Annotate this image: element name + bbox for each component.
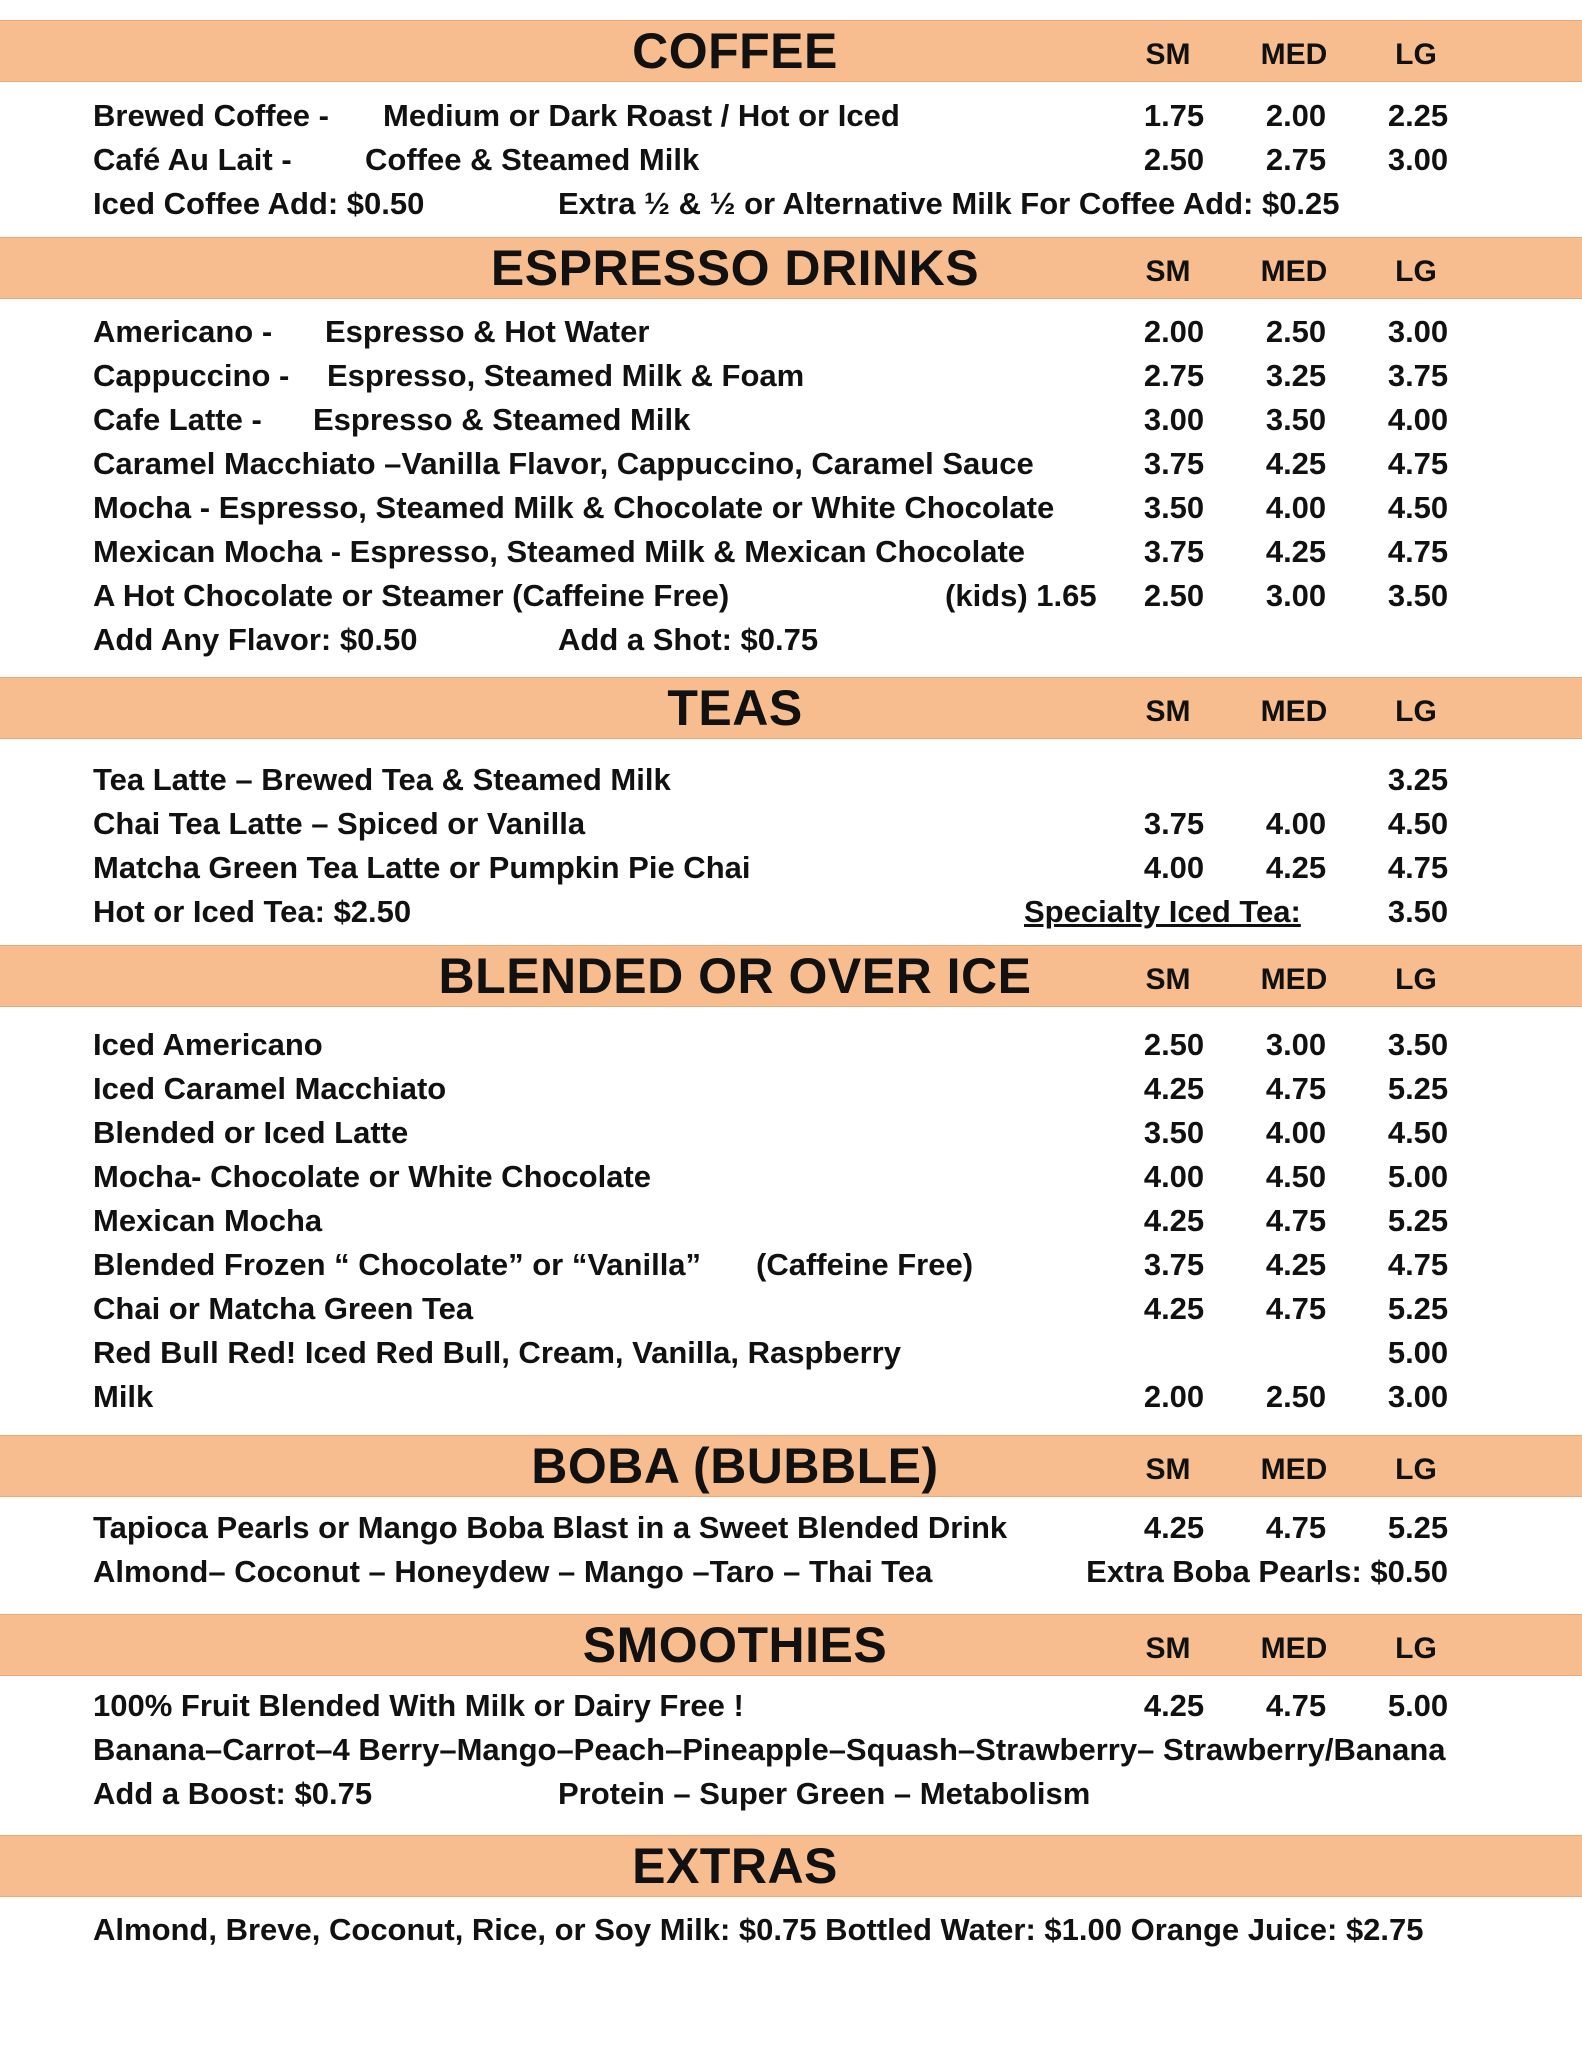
add-on-note: Protein – Super Green – Metabolism: [558, 1776, 1091, 1811]
item-description: Medium or Dark Roast / Hot or Iced: [383, 98, 900, 133]
price-sm: 4.00: [1143, 850, 1205, 885]
menu-item-blended-mexican-mocha: [0, 1201, 1582, 1241]
item-name: Iced Caramel Macchiato: [93, 1071, 447, 1106]
price-med: 4.75: [1265, 1071, 1327, 1106]
section-header-blended: [0, 945, 1582, 1007]
boba-flavors: [0, 1552, 1582, 1592]
price-sm: 3.75: [1143, 806, 1205, 841]
add-on-note: Iced Coffee Add: $0.50: [93, 186, 425, 221]
price-med: 4.25: [1265, 534, 1327, 569]
item-name: Chai or Matcha Green Tea: [93, 1291, 474, 1326]
menu-item-chai-tea-latte: [0, 804, 1582, 844]
price-sm: 1.75: [1143, 98, 1205, 133]
price-sm: 4.25: [1143, 1688, 1205, 1723]
price-sm: 4.25: [1143, 1071, 1205, 1106]
size-header-lg: LG: [1395, 38, 1437, 71]
add-on-note: Add a Shot: $0.75: [558, 622, 819, 657]
price-lg: 2.25: [1387, 98, 1449, 133]
section-header-coffee: [0, 20, 1582, 82]
kids-price: (kids) 1.65: [945, 578, 1097, 613]
price-lg: 5.25: [1387, 1203, 1449, 1238]
section-title: TEAS: [667, 680, 803, 736]
item-name: 100% Fruit Blended With Milk or Dairy Free !: [93, 1688, 744, 1723]
price-sm: 3.75: [1143, 1247, 1205, 1282]
price-lg: 5.00: [1387, 1335, 1449, 1370]
item-name: Café Au Lait -: [93, 142, 292, 177]
menu-item-fruit-smoothie: [0, 1686, 1582, 1726]
price-med: 3.25: [1265, 358, 1327, 393]
menu-item-red-bull-red: [0, 1333, 1582, 1373]
size-header-lg: LG: [1395, 695, 1437, 728]
price-lg: 3.75: [1387, 358, 1449, 393]
specialty-iced-tea-label: Specialty Iced Tea:: [1024, 894, 1301, 929]
menu-item-chai-matcha-blended: [0, 1289, 1582, 1329]
section-title: SMOOTHIES: [582, 1617, 888, 1673]
item-description: Espresso, Steamed Milk & Foam: [327, 358, 805, 393]
item-name: Milk: [93, 1379, 154, 1414]
section-header-boba: [0, 1435, 1582, 1497]
price-sm: 2.00: [1143, 314, 1205, 349]
size-header-sm: SM: [1145, 695, 1191, 728]
menu-item-mexican-mocha: [0, 532, 1582, 572]
size-header-lg: LG: [1395, 1453, 1437, 1486]
price-med: 4.75: [1265, 1510, 1327, 1545]
price-lg: 3.50: [1387, 578, 1449, 613]
price-sm: 4.00: [1143, 1159, 1205, 1194]
price-lg: 3.00: [1387, 1379, 1449, 1414]
size-header-med: MED: [1260, 255, 1328, 288]
price-lg: 4.75: [1387, 534, 1449, 569]
price-sm: 4.25: [1143, 1510, 1205, 1545]
item-description: Espresso & Steamed Milk: [313, 402, 691, 437]
price-lg: 4.00: [1387, 402, 1449, 437]
price-lg: 4.75: [1387, 1247, 1449, 1282]
price-lg: 4.50: [1387, 1115, 1449, 1150]
menu-item-milk: [0, 1377, 1582, 1417]
item-name: Mocha- Chocolate or White Chocolate: [93, 1159, 652, 1194]
size-header-med: MED: [1260, 695, 1328, 728]
flavor-list: Banana–Carrot–4 Berry–Mango–Peach–Pineapple–Squash–Strawberry– Strawberry/Banana: [93, 1732, 1446, 1767]
price-med: 4.25: [1265, 446, 1327, 481]
size-header-sm: SM: [1145, 38, 1191, 71]
price-med: 4.25: [1265, 1247, 1327, 1282]
price-lg: 4.75: [1387, 850, 1449, 885]
size-header-lg: LG: [1395, 1632, 1437, 1665]
item-name: Chai Tea Latte – Spiced or Vanilla: [93, 806, 586, 841]
item-name: Caramel Macchiato –Vanilla Flavor, Cappuccino, Caramel Sauce: [93, 446, 1034, 481]
menu-item-americano: [0, 312, 1582, 352]
add-on-note: Extra ½ & ½ or Alternative Milk For Coffee Add: $0.25: [558, 186, 1340, 221]
price-med: 2.00: [1265, 98, 1327, 133]
price-sm: 4.25: [1143, 1291, 1205, 1326]
extras-list: Almond, Breve, Coconut, Rice, or Soy Milk: $0.75 Bottled Water: $1.00 Orange Juice: $2.75: [93, 1912, 1424, 1947]
item-name: Blended or Iced Latte: [93, 1115, 409, 1150]
price-med: 3.00: [1265, 578, 1327, 613]
menu-item-cafe-latte: [0, 400, 1582, 440]
section-title: ESPRESSO DRINKS: [490, 240, 980, 296]
menu-item-hot-chocolate: [0, 576, 1582, 616]
price-med: 3.00: [1265, 1027, 1327, 1062]
size-header-sm: SM: [1145, 963, 1191, 996]
extras-line: [0, 1910, 1582, 1950]
price-med: 4.75: [1265, 1203, 1327, 1238]
size-header-med: MED: [1260, 1632, 1328, 1665]
price-med: 4.00: [1265, 806, 1327, 841]
menu-item-tapioca-boba: [0, 1508, 1582, 1548]
size-header-sm: SM: [1145, 255, 1191, 288]
menu-item-blended-latte: [0, 1113, 1582, 1153]
coffee-add-ons: [0, 184, 1582, 224]
item-name: Red Bull Red! Iced Red Bull, Cream, Vanilla, Raspberry: [93, 1335, 901, 1370]
menu-item-mocha: [0, 488, 1582, 528]
size-header-med: MED: [1260, 38, 1328, 71]
price-med: 4.00: [1265, 1115, 1327, 1150]
section-header-extras: [0, 1835, 1582, 1897]
smoothie-flavors: [0, 1730, 1582, 1770]
item-name: Mexican Mocha - Espresso, Steamed Milk & Mexican Chocolate: [93, 534, 1026, 569]
price-lg: 5.00: [1387, 1159, 1449, 1194]
price-sm: 3.50: [1143, 490, 1205, 525]
price-med: 4.50: [1265, 1159, 1327, 1194]
menu-item-brewed-coffee: [0, 96, 1582, 136]
item-note: (Caffeine Free): [756, 1247, 974, 1282]
size-header-med: MED: [1260, 1453, 1328, 1486]
price-sm: 3.75: [1143, 446, 1205, 481]
item-name: Tea Latte – Brewed Tea & Steamed Milk: [93, 762, 671, 797]
size-header-sm: SM: [1145, 1453, 1191, 1486]
price-sm: 2.75: [1143, 358, 1205, 393]
price-lg: 5.25: [1387, 1071, 1449, 1106]
price-lg: 3.00: [1387, 142, 1449, 177]
price-sm: 2.50: [1143, 578, 1205, 613]
price-lg: 3.50: [1387, 894, 1449, 929]
price-sm: 2.50: [1143, 1027, 1205, 1062]
size-header-med: MED: [1260, 963, 1328, 996]
menu-item-cappuccino: [0, 356, 1582, 396]
menu-item-matcha-latte: [0, 848, 1582, 888]
espresso-add-ons: [0, 620, 1582, 660]
section-header-espresso: [0, 237, 1582, 299]
menu-item-caramel-macchiato: [0, 444, 1582, 484]
price-med: 3.50: [1265, 402, 1327, 437]
price-med: 2.50: [1265, 1379, 1327, 1414]
item-name: Matcha Green Tea Latte or Pumpkin Pie Chai: [93, 850, 751, 885]
price-med: 4.00: [1265, 490, 1327, 525]
price-med: 4.25: [1265, 850, 1327, 885]
item-name: Blended Frozen “ Chocolate” or “Vanilla”: [93, 1247, 702, 1282]
item-name: Americano -: [93, 314, 273, 349]
item-name: A Hot Chocolate or Steamer (Caffeine Free): [93, 578, 730, 613]
item-name: Hot or Iced Tea: $2.50: [93, 894, 412, 929]
add-on-note: Add Any Flavor: $0.50: [93, 622, 418, 657]
item-name: Brewed Coffee -: [93, 98, 329, 133]
add-on-note: Add a Boost: $0.75: [93, 1776, 373, 1811]
menu-item-iced-caramel-macchiato: [0, 1069, 1582, 1109]
price-med: 4.75: [1265, 1291, 1327, 1326]
size-header-lg: LG: [1395, 963, 1437, 996]
price-med: 2.75: [1265, 142, 1327, 177]
smoothie-add-ons: [0, 1774, 1582, 1814]
price-lg: 5.25: [1387, 1291, 1449, 1326]
section-header-teas: [0, 677, 1582, 739]
section-title: BOBA (BUBBLE): [531, 1438, 939, 1494]
item-name: Cappuccino -: [93, 358, 290, 393]
price-lg: 4.50: [1387, 490, 1449, 525]
item-name: Iced Americano: [93, 1027, 323, 1062]
price-lg: 5.00: [1387, 1688, 1449, 1723]
price-lg: 3.25: [1387, 762, 1449, 797]
size-header-lg: LG: [1395, 255, 1437, 288]
price-sm: 2.50: [1143, 142, 1205, 177]
price-sm: 3.75: [1143, 534, 1205, 569]
menu-item-tea-latte: [0, 760, 1582, 800]
menu-item-cafe-au-lait: [0, 140, 1582, 180]
menu-item-blended-mocha: [0, 1157, 1582, 1197]
item-name: Tapioca Pearls or Mango Boba Blast in a Sweet Blended Drink: [93, 1510, 1008, 1545]
price-sm: 3.00: [1143, 402, 1205, 437]
price-lg: 4.50: [1387, 806, 1449, 841]
price-lg: 5.25: [1387, 1510, 1449, 1545]
price-sm: 2.00: [1143, 1379, 1205, 1414]
price-med: 2.50: [1265, 314, 1327, 349]
item-description: Coffee & Steamed Milk: [365, 142, 700, 177]
section-header-smoothies: [0, 1614, 1582, 1676]
flavor-list: Almond– Coconut – Honeydew – Mango –Taro – Thai Tea: [93, 1554, 933, 1589]
section-title: COFFEE: [632, 23, 838, 79]
price-lg: 4.75: [1387, 446, 1449, 481]
price-sm: 4.25: [1143, 1203, 1205, 1238]
section-title: BLENDED OR OVER ICE: [438, 948, 1032, 1004]
menu-item-iced-americano: [0, 1025, 1582, 1065]
price-lg: 3.50: [1387, 1027, 1449, 1062]
menu-item-hot-iced-tea: [0, 892, 1582, 932]
price-lg: 3.00: [1387, 314, 1449, 349]
price-sm: 3.50: [1143, 1115, 1205, 1150]
extra-boba-note: Extra Boba Pearls: $0.50: [1086, 1554, 1448, 1589]
item-name: Cafe Latte -: [93, 402, 262, 437]
size-header-sm: SM: [1145, 1632, 1191, 1665]
item-description: Espresso & Hot Water: [325, 314, 650, 349]
menu-item-blended-frozen: [0, 1245, 1582, 1285]
item-name: Mexican Mocha: [93, 1203, 323, 1238]
item-name: Mocha - Espresso, Steamed Milk & Chocolate or White Chocolate: [93, 490, 1055, 525]
price-med: 4.75: [1265, 1688, 1327, 1723]
section-title: EXTRAS: [632, 1838, 838, 1894]
